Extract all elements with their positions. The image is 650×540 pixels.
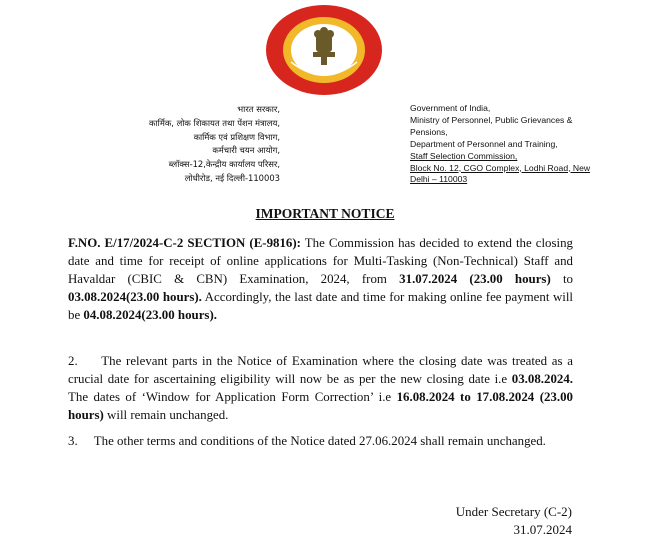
para-text: Accordingly, the last date and time for making online fee payment will be: [68, 290, 573, 322]
english-line: Staff Selection Commission,: [410, 150, 518, 161]
ssc-emblem-logo: [265, 4, 383, 96]
english-line: Ministry of Personnel, Public Grievances &: [410, 114, 573, 125]
signature-date: 31.07.2024: [513, 522, 572, 537]
file-number: F.NO. E/17/2024-C-2 SECTION (E-9816):: [68, 236, 301, 250]
correction-window-dates: 16.08.2024 to 17.08.2024 (23.00 hours): [68, 390, 573, 422]
fee-payment-date: 04.08.2024(23.00 hours).: [83, 308, 217, 322]
hindi-line: लोधीरोड, नई दिल्ली-110003: [184, 172, 280, 183]
new-closing-date: 03.08.2024(23.00 hours).: [68, 290, 202, 304]
hindi-line: भारत सरकार,: [237, 104, 280, 114]
english-line: Department of Personnel and Training,: [410, 138, 558, 149]
hindi-line: ब्लॉक्स-12,केन्द्रीय कार्यालय परिसर,: [168, 159, 280, 170]
signatory-designation: Under Secretary (C-2): [455, 504, 572, 519]
header-english-address: [410, 103, 625, 186]
english-line: Government of India,: [410, 103, 491, 113]
para-text: The dates of ‘Window for Application Form Correction’ i.e: [68, 390, 397, 404]
english-line: Pensions,: [410, 126, 448, 137]
para-text: will remain unchanged.: [103, 408, 229, 422]
old-closing-date: 31.07.2024 (23.00 hours): [399, 272, 551, 286]
para-text: to: [550, 272, 574, 286]
english-line: Delhi – 110003: [410, 174, 468, 185]
notice-paragraph-3: 3. The other terms and conditions of the Notice dated 27.06.2024 shall remain unchanged.: [68, 434, 546, 448]
hindi-line: कार्मिक, लोक शिकायत तथा पेंशन मंत्रालय,: [149, 117, 280, 128]
hindi-line: कर्मचारी चयन आयोग,: [212, 145, 280, 156]
notice-paragraph-2: [68, 352, 573, 424]
notice-paragraph-1: [68, 234, 573, 324]
header-hindi-address: [149, 103, 280, 186]
notice-title: [0, 206, 650, 222]
para-text: The Commission has decided to extend the closing date and time for receipt of online applications for Multi-Tasking (Non-Technical) Staff and Havaldar (CBIC & CBN) Examination, 2024, from: [68, 236, 573, 286]
new-closing-date: 03.08.2024.: [511, 372, 573, 386]
signature-block: [456, 503, 572, 539]
hindi-line: कार्मिक एवं प्रशिक्षण विभाग,: [193, 131, 280, 142]
para-text: 2. The relevant parts in the Notice of Examination where the closing date was treated as a crucial date for ascertaining eligibility will now be as per the new closing date i.e: [68, 354, 573, 386]
notice-title-text: IMPORTANT NOTICE: [255, 206, 395, 221]
english-line: Block No. 12, CGO Complex, Lodhi Road, New: [410, 162, 591, 173]
